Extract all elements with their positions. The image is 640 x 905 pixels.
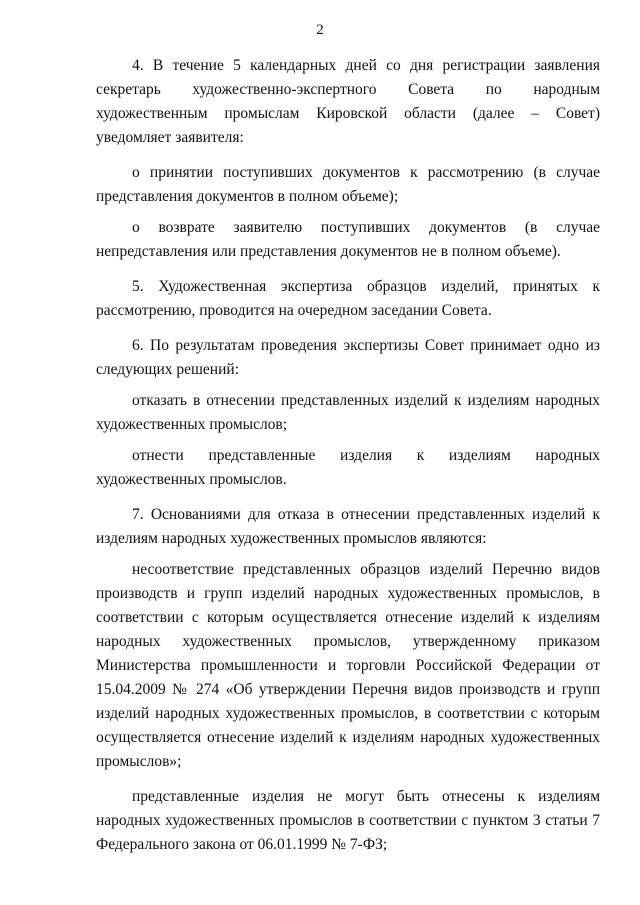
decision-accept-item: отнести представленные изделия к изделиям народных художественных промыслов. [96, 447, 600, 488]
notice-return-item: о возврате заявителю поступивших документов (в случае непредставления или представления документов не в полном объеме). [96, 219, 600, 260]
document-body [96, 54, 600, 868]
paragraph-6: 6. По результатам проведения экспертизы Совет принимает одно из следующих решений: [96, 337, 600, 378]
paragraph-5: 5. Художественная экспертиза образцов изделий, принятых к рассмотрению, проводится на очередном заседании Совета. [96, 278, 600, 319]
paragraph-4: 4. В течение 5 календарных дней со дня регистрации заявления секретарь художественно-экспертного Совета по народным художественным промыслам Кировской области (далее – Совет) уведомляет заявителя: [96, 57, 600, 146]
notice-accept-item: о принятии поступивших документов к рассмотрению (в случае представления документов в полном объеме); [96, 164, 600, 205]
decision-refuse-item: отказать в отнесении представленных изделий к изделиям народных художественных промыслов; [96, 392, 600, 433]
refusal-ground-2: представленные изделия не могут быть отнесены к изделиям народных художественных промыслов в соответствии с пунктом 3 статьи 7 Федерального закона от 06.01.1999 № 7-ФЗ; [96, 788, 600, 853]
page-number: 2 [316, 22, 324, 38]
paragraph-7: 7. Основаниями для отказа в отнесении представленных изделий к изделиям народных художественных промыслов являются: [96, 506, 600, 547]
refusal-ground-1: несоответствие представленных образцов изделий Перечню видов производств и групп изделий народных художественных промыслов, в соответствии с которым осуществляется отнесение изделий к изделиям народных художественных промыслов, утвержденному приказом Министерства промышленности и торговли Российской Федерации от 15.04.2009 № 274 «Об утверждении Перечня видов производств и групп изделий народных художественных промыслов, в соответствии с которым осуществляется отнесение изделий к изделиям народных художественных промыслов»; [96, 561, 600, 770]
